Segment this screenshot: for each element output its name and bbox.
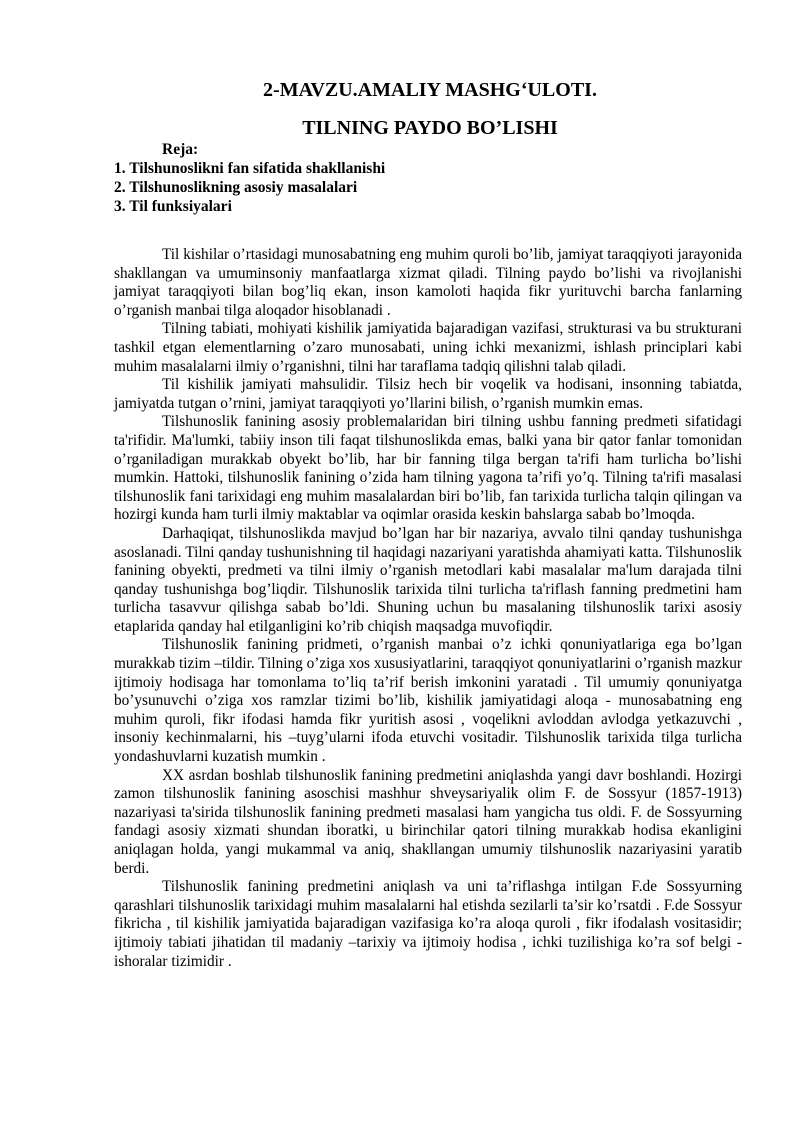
paragraph: Tilshunoslik fanining asosiy problemalaridan biri tilning ushbu fanning predmeti sifatidagi ta'rifidir. Ma'lumki, tabiiy inson tili faqat tilshunoslikda emas, balki yana bir qator fanlar tomonidan o’rganiladigan murakkab obyekt bo’lib, har bir fanning tilga bergan ta'rifi ham turlicha bo’lishi mumkin. Hattoki, tilshunoslik fanining o’zida ham tilning yagona ta’rifi yo’q. Tilning ta'rifi masalasi tilshunoslik fani tarixidagi eng muhim masalalardan biri bo’lib, fan tarixida turlicha talqin qilingan va hozirgi kunda ham turli ilmiy maktablar va oqimlar orasida keskin bahslarga sabab bo’lmoqda. [114, 413, 742, 524]
plan-item: 3. Til funksiyalari [114, 198, 232, 215]
paragraph: Til kishilar o’rtasidagi munosabatning eng muhim quroli bo’lib, jamiyat taraqqiyoti jarayonida shakllangan va umuminsoniy manfaatlarga xizmat qiladi. Tilning paydo bo’lishi va rivojlanishi jamiyat taraqqiyoti bilan bog’liq ekan, inson kamoloti haqida fikr yurituvchi barcha fanlarning o’rganish manbai tilga aloqador hisoblanadi . [114, 246, 742, 319]
plan-item: 2. Tilshunoslikning asosiy masalalari [114, 179, 358, 196]
body-text [114, 246, 742, 971]
paragraph: Til kishilik jamiyati mahsulidir. Tilsiz hech bir voqelik va hodisani, insonning tabiatda, jamiyatda tutgan o’rnini, jamiyat taraqqiyoti yo’llarini bilish, o’rganish mumkin emas. [114, 376, 742, 412]
lesson-plan [114, 140, 754, 216]
paragraph: Tilshunoslik fanining predmetini aniqlash va uni ta’riflashga intilgan F.de Sossyurning qarashlari tilshunoslik tarixidagi muhim masalalarni hal etishda sezilarli ta’sir ko’rsatdi . F.de Sossyur fikricha , til kishilik jamiyatida bajaradigan vazifasiga ko’ra aloqa quroli , fikr ifodalash vositasidir; ijtimoiy tabiati jihatidan til madaniy –tarixiy va ijtimoiy hodisa , ichki tuzilishiga ko’ra sof belgi - ishoralar tizimidir . [114, 878, 742, 970]
paragraph: XX asrdan boshlab tilshunoslik fanining predmetini aniqlashda yangi davr boshlandi. Hozirgi zamon tilshunoslik fanining asoschisi mashhur shveysariyalik olim F. de Sossyur (1857-1913) nazariyasi ta'sirida tilshunoslik fanining predmeti masalasi ham yangicha tus oldi. F. de Sossyurning fandagi asosiy xizmati shundan iboratki, u birinchilar qatori tilning murakkab hodisa ekanligini aniqlagan holda, yangi mukammal va aniq, shakllangan umumiy tilshunoslik nazariyasini yaratib berdi. [114, 766, 742, 877]
paragraph: Tilning tabiati, mohiyati kishilik jamiyatida bajaradigan vazifasi, strukturasi va bu strukturani tashkil etgan elementlarning o’zaro munosabati, uning ichki mexanizmi, ishlash principlari kabi muhim masalalarni ilmiy o’rganishni, tilni har taraflama tadqiq qilishni talab qiladi. [114, 320, 742, 375]
plan-item: 1. Tilshunoslikni fan sifatida shakllanishi [114, 160, 386, 177]
page-subtitle: TILNING PAYDO BO’LISHI [302, 117, 558, 139]
paragraph: Darhaqiqat, tilshunoslikda mavjud bo’lgan har bir nazariya, avvalo tilni qanday tushunishga asoslanadi. Tilni qanday tushunishning til haqidagi nazariyani yaratishda ahamiyati katta. Tilshunoslik fanining obyekti, predmeti va tilni ilmiy o’rganish metodlari kabi masalalar ma'lum darajada tilni qanday tushunishga bog’liqdir. Tilshunoslik tarixida tilni turlicha ta'riflash fanning predmetini ham turlicha tasavvur qilishga sabab bo’ldi. Shuning uchun bu masalaning tilshunoslik tarixi asosiy etaplarida qanday hal etilganligini ko’rib chiqish maqsadga muvofiqdir. [114, 524, 742, 635]
plan-heading: Reja: [162, 141, 199, 158]
page-title: 2-MAVZU.AMALIY MASHG‘ULOTI. [263, 79, 597, 101]
paragraph: Tilshunoslik fanining pridmeti, o’rganish manbai o’z ichki qonuniyatlariga ega bo’lgan murakkab tizim –tildir. Tilning o’ziga xos xususiyatlarini, taraqqiyot qonuniyatlarini o’rganish mazkur ijtimoiy hodisaga har tomonlama to’liq ta’rif berish imkonini yaratadi . Til umumiy qonuniyatga bo’ysunuvchi o’ziga xos ramzlar tizimi bo’lib, kishilik jamiyatidagi aloqa - munosabatning eng muhim quroli, fikr ifodasi hamda fikr yuritish asosi , voqelikni avloddan avlodga yetkazuvchi , insoniy kechinmalarni, his –tuyg’ularni ifoda etuvchi vositadir. Tilshunoslik tarixida tilga turlicha yondashuvlarni kuzatish mumkin . [114, 636, 742, 766]
